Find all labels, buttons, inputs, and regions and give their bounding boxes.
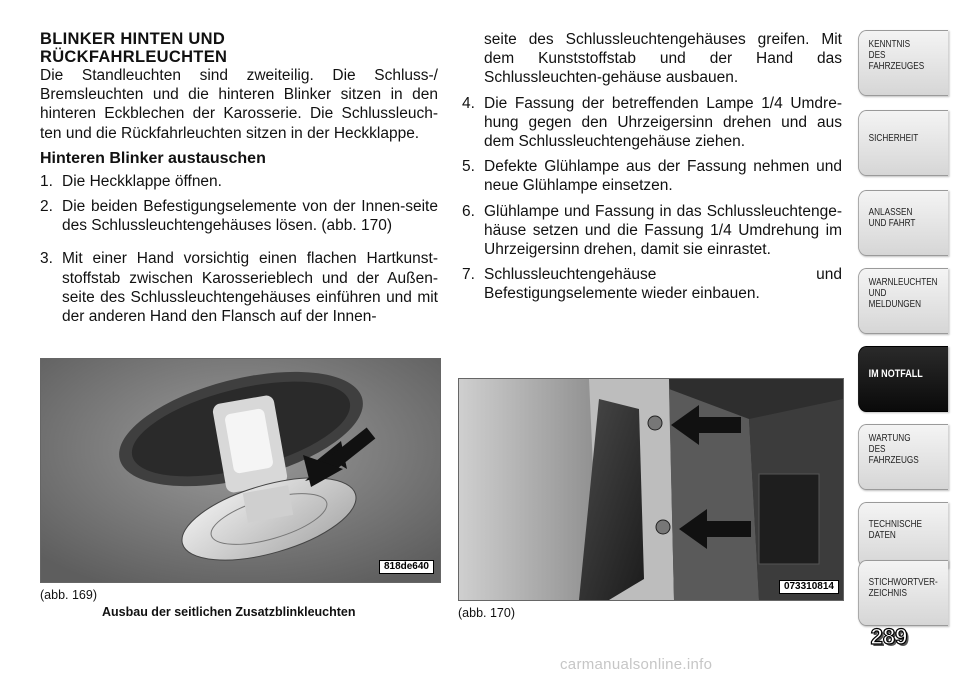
tab-anlassen[interactable]	[858, 190, 948, 256]
tab-stichwortverzeichnis[interactable]	[858, 560, 948, 626]
step-text: Die Fassung der betreffenden Lampe 1/4 Umdre-hung gegen den Uhrzeigersinn drehen und aus dem Schlussleuchtengehäuse ziehen.	[484, 94, 842, 151]
step-text: Glühlampe und Fassung in das Schlussleuchtenge-häuse setzen und die Fassung 1/4 Umdrehung im Uhrzeigersinn drehen, damit sie einrastet.	[484, 202, 842, 259]
step-text: Die Heckklappe öffnen.	[62, 172, 222, 190]
step-4	[462, 94, 842, 152]
left-column	[40, 30, 438, 332]
step-3	[40, 249, 438, 326]
step-1	[40, 172, 438, 191]
tab-kenntnis[interactable]	[858, 30, 948, 96]
tab-label: ANLASSEN UND FAHRT	[868, 207, 916, 229]
tab-label: SICHERHEIT	[868, 133, 919, 144]
step-number: 6.	[462, 202, 475, 220]
tab-label: WARNLEUCHTEN UND MELDUNGEN	[868, 277, 938, 310]
page-number: 289	[870, 624, 908, 649]
subheading: Hinteren Blinker austauschen	[40, 149, 266, 167]
figure-169-code: 818de640	[379, 560, 434, 574]
step-number: 4.	[462, 94, 475, 112]
step-7	[462, 265, 842, 303]
tab-label: KENNTNIS DES FAHRZEUGES	[868, 39, 925, 72]
tab-im-notfall[interactable]	[858, 346, 948, 412]
tab-label: IM NOTFALL	[868, 368, 923, 380]
step-text: Mit einer Hand vorsichtig einen flachen Hartkunst-stoffstab zwischen Karosserieblech und der Außen-seite des Schlussleuchtengehäuses einführen und mit der anderen Hand den Flansch auf der Innen-	[62, 250, 438, 326]
step-5	[462, 157, 842, 195]
intro-paragraph: Die Standleuchten sind zweiteilig. Die Schluss-/ Bremsleuchten und die hinteren Blinker sitzen in den hinteren Eckblechen der Karosserie. Die Schlussleuch-ten und die Rückfahrleuchten sitzen in der Heckklappe.	[40, 67, 438, 142]
tab-label: WARTUNG DES FAHRZEUGS	[868, 433, 919, 466]
section-heading-line1: BLINKER HINTEN UND	[40, 30, 226, 48]
tab-warnleuchten[interactable]	[858, 268, 948, 334]
step-text: seite des Schlussleuchtengehäuses greifen. Mit dem Kunststoffstab und der Hand das Schlussleuchten-gehäuse ausbauen.	[484, 31, 842, 87]
tab-label: TECHNISCHE DATEN	[868, 519, 922, 541]
tab-technische-daten[interactable]	[858, 502, 948, 568]
tab-label: STICHWORTVER- ZEICHNIS	[868, 577, 938, 599]
step-text: Defekte Glühlampe aus der Fassung nehmen und neue Glühlampe einsetzen.	[484, 158, 842, 195]
figure-170-number: (abb. 170)	[458, 606, 515, 620]
step-number: 5.	[462, 158, 475, 176]
figure-170-code: 073310814	[779, 580, 839, 594]
steps-list-right	[462, 30, 842, 304]
figure-169-photo	[40, 358, 441, 583]
step-2	[40, 197, 438, 235]
step-3-continued	[462, 30, 842, 88]
step-number: 2.	[40, 198, 53, 216]
step-number: 7.	[462, 266, 475, 284]
step-text: Schlussleuchtengehäuse und Befestigungselemente wieder einbauen.	[484, 266, 842, 303]
tab-wartung[interactable]	[858, 424, 948, 490]
steps-list-left	[40, 172, 438, 326]
right-column	[462, 30, 842, 310]
section-heading	[40, 30, 438, 66]
step-number: 1.	[40, 172, 53, 190]
figure-169-number: (abb. 169)	[40, 588, 97, 602]
step-text: Die beiden Befestigungselemente von der Innen-seite des Schlussleuchtengehäuses lösen. (abb. 170)	[62, 198, 438, 235]
watermark: carmanualsonline.info	[560, 656, 713, 673]
step-number: 3.	[40, 250, 53, 268]
step-6	[462, 202, 842, 260]
tab-sicherheit[interactable]	[858, 110, 948, 176]
tail-lamp-housing-illustration	[459, 379, 843, 600]
side-marker-lamp-illustration	[41, 359, 440, 582]
figure-170-photo	[458, 378, 844, 601]
figure-169-caption: Ausbau der seitlichen Zusatzblinkleuchten	[102, 605, 356, 619]
section-heading-line2: RÜCKFAHRLEUCHTEN	[40, 48, 228, 66]
